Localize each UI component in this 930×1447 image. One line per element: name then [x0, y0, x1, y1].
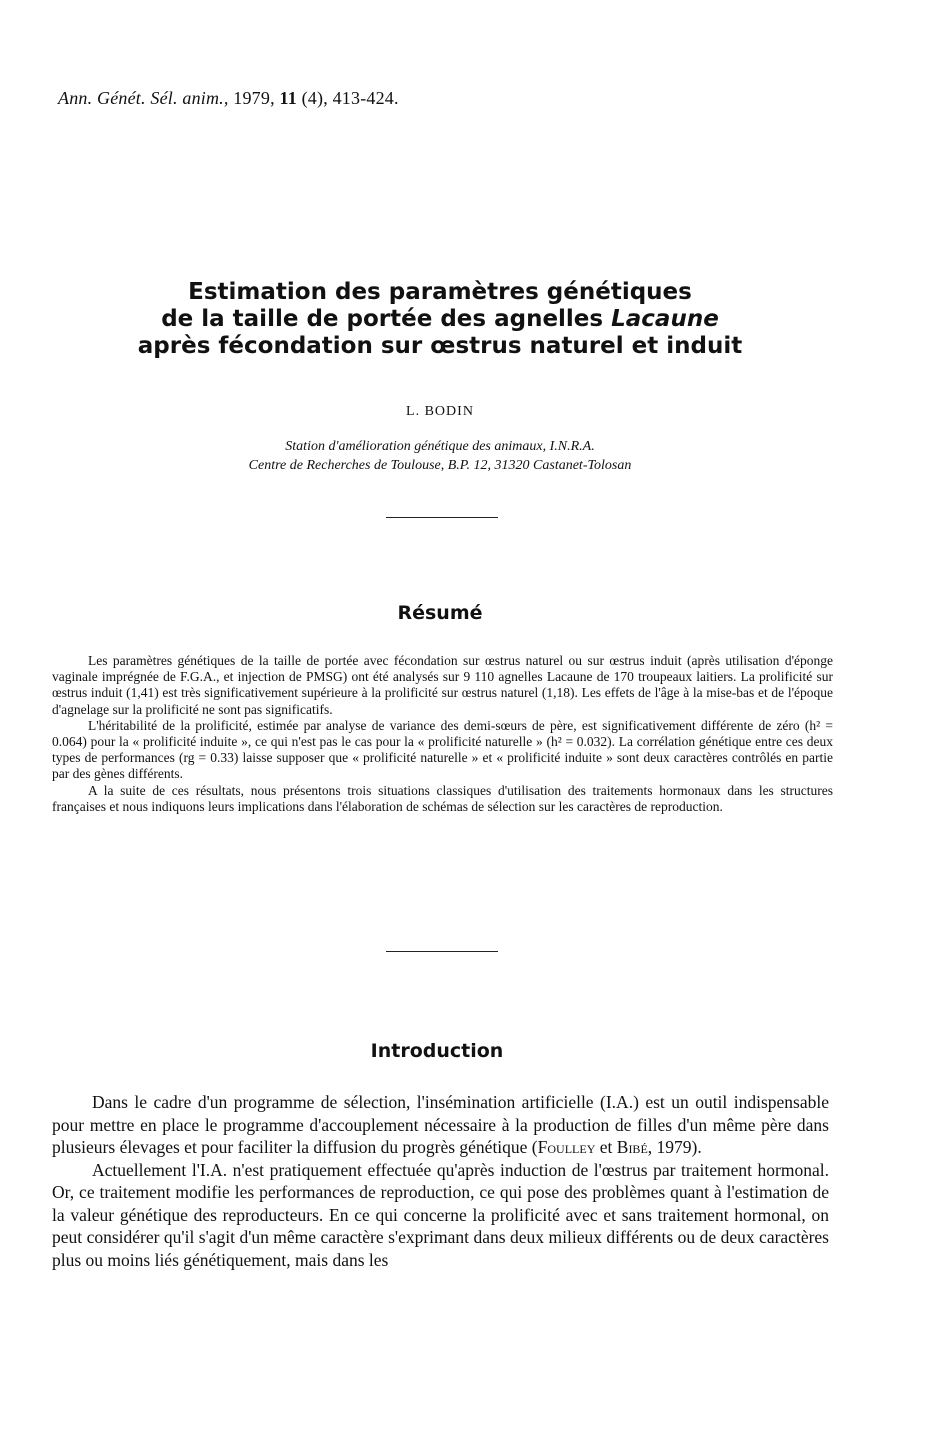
abstract — [52, 653, 833, 815]
journal-name: Ann. Génét. Sél. anim., — [58, 88, 229, 108]
reference-year: , 1979). — [647, 1137, 702, 1157]
introduction-heading: Introduction — [370, 1040, 504, 1062]
journal-issue-pages: (4), 413-424. — [301, 88, 399, 108]
abstract-paragraph-1: Les paramètres génétiques de la taille de portée avec fécondation sur œstrus naturel ou sur œstrus induit (après utilisation d'éponge vaginale imprégnée de F.G.A., et injection de PMSG) ont été analysés sur 9 110 agnelles Lacaune de 170 troupeaux laitiers. La prolificité sur œstrus induit (1,41) est très significativement supérieure à la prolificité sur œstrus naturel (1,18). Les effets de l'âge à la mise-bas et de l'époque d'agnelage sur la prolificité ne sont pas significatifs. — [52, 653, 833, 717]
section-divider-bottom — [386, 951, 498, 952]
journal-volume: 11 — [279, 88, 297, 108]
affiliation-line-1: Station d'amélioration génétique des animaux, I.N.R.A. — [285, 439, 595, 454]
title-line-2 — [95, 306, 785, 333]
introduction-body — [52, 1091, 829, 1271]
affiliation-line-2: Centre de Recherches de Toulouse, B.P. 12, 31320 Castanet-Tolosan — [248, 458, 632, 473]
abstract-paragraph-3: A la suite de ces résultats, nous présentons trois situations classiques d'utilisation des traitements hormonaux dans les structures françaises et nous indiquons leurs implications dans l'élaboration de schémas de sélection sur les caractères de reproduction. — [52, 782, 833, 814]
author-name: L. BODIN — [406, 404, 474, 419]
journal-citation — [58, 88, 578, 109]
section-divider-top — [386, 517, 498, 518]
abstract-paragraph-2: L'héritabilité de la prolificité, estimée par analyse de variance des demi-sœurs de père, est significativement différente de zéro (h² = 0.064) pour la « prolificité induite », ce qui n'est pas le cas pour la « prolificité naturelle » (h² = 0.032). La corrélation génétique entre ces deux types de performances (rg = 0.33) laisse supposer que « prolificité naturelle » et « prolificité induite » sont deux caractères contrôlés en partie par des gènes différents. — [52, 717, 833, 782]
title-line-2-text: de la taille de portée des agnelles — [161, 306, 604, 332]
author-affiliation — [140, 437, 740, 475]
title-line-1: Estimation des paramètres génétiques — [188, 279, 692, 305]
reference-author-1: Foulley — [537, 1137, 596, 1157]
introduction-p1-text: Dans le cadre d'un programme de sélection, l'insémination artificielle (I.A.) est un outil indispensable pour mettre en place le programme d'accouplement nécessaire à la production de filles d'un même père dans plusieurs élevages et pour faciliter la diffusion du progrès génétique ( — [52, 1092, 829, 1157]
title-line-3: après fécondation sur œstrus naturel et induit — [137, 333, 743, 359]
abstract-heading: Résumé — [397, 602, 483, 624]
reference-connector: et — [595, 1137, 617, 1157]
journal-year: 1979, — [233, 88, 275, 108]
introduction-paragraph-2: Actuellement l'I.A. n'est pratiquement effectuée qu'après induction de l'œstrus par traitement hormonal. Or, ce traitement modifie les performances de reproduction, ce qui pose des problèmes quant à l'estimation de la valeur génétique des reproducteurs. En ce qui concerne la prolificité avec et sans traitement hormonal, on peut considérer qu'il s'agit d'un même caractère s'exprimant dans deux milieux différents ou de deux caractères plus ou moins liés génétiquement, mais dans les — [52, 1159, 829, 1270]
reference-author-2: Bibé — [616, 1137, 648, 1157]
introduction-paragraph-1 — [52, 1091, 829, 1159]
title-species: Lacaune — [611, 306, 719, 332]
paper-title — [95, 279, 785, 360]
